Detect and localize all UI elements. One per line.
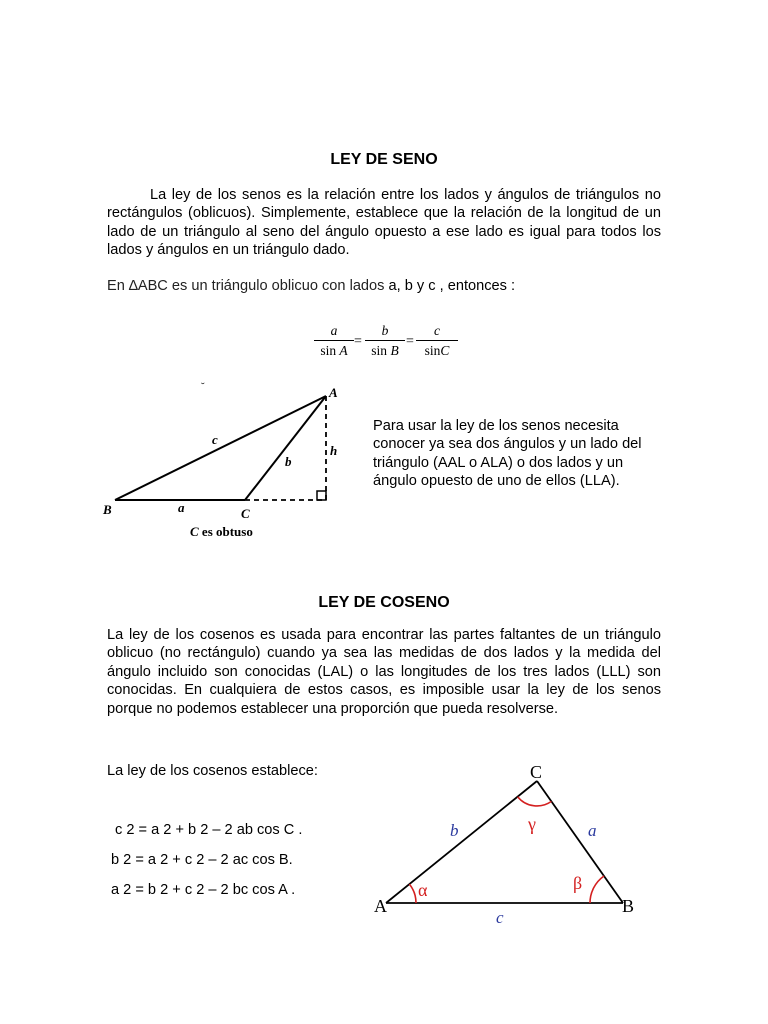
cosine-formula-c: c 2 = a 2 + b 2 – 2 ab cos C . [115,822,303,838]
statement-suffix: , entonces : [435,278,516,294]
equals-sign-2: = [406,334,414,349]
side-c-line [115,396,326,500]
cosine-triangle-figure [370,760,650,935]
cosine-formula-b: b 2 = a 2 + c 2 – 2 ac cos B. [111,852,293,868]
ley-de-coseno-intro: La ley de los cosenos es usada para encontrar las partes faltantes de un triángulo oblicuo (no rectángulo) cuando ya sea las medidas de dos lados y la medida del ángulo incluido son conocidas (LAL) o las longitudes de los tres lados (LLL) son conocidas. En cualquiera de estos casos, es imposible usar la ley de los senos porque no podemos establecer una proporción que pueda resolverse. [107,627,661,717]
stray-mark: ˘ [201,381,205,393]
side-a-label: a [178,500,185,515]
fraction-a [314,323,354,360]
side-b-line [386,781,537,903]
cosine-formula-a: a 2 = b 2 + c 2 – 2 bc cos A . [111,882,296,898]
side-a-label: a [588,821,597,840]
angle-alpha-label: α [418,880,428,900]
fraction-b-numerator: b [381,323,389,338]
cosine-law-establishes: La ley de los cosenos establece: [107,763,318,779]
height-label: h [330,443,338,458]
side-b-line [245,396,326,500]
angle-beta-label: β [573,873,583,893]
vertex-a-label: A [329,385,338,400]
fraction-a-numerator: a [330,323,338,338]
vertex-c-label: C [530,762,543,782]
vertex-b-label: B [103,502,112,517]
vertex-a-label: A [374,896,387,916]
sine-usage-note: Para usar la ley de los senos necesita conocer ya sea dos ángulos y un lado del triángulo (AAL o ALA) o dos lados y un ángulo opuesto de uno de ellos (LLA). [373,418,642,490]
beta-arc [590,876,604,903]
obtuse-triangle-figure [95,375,365,545]
ley-de-coseno-title: LEY DE COSENO [318,594,450,611]
fraction-a-denominator: sin A [320,343,348,358]
alpha-arc [409,884,416,903]
fraction-c-numerator: c [434,323,440,338]
obtuse-caption: C es obtuso [190,524,253,539]
gamma-arc [518,797,552,806]
ley-de-seno-intro: La ley de los senos es la relación entre los lados y ángulos de triángulos no rectángulos (oblicuos). Simplemente, establece que la relación de la longitud de un lado de un triángulo al seno del ángulo opuesto a ese lado es igual para todos los lados y ángulos en un triángulo dado. [107,187,661,259]
side-c-label: c [212,432,218,447]
vertex-b-label: B [622,896,635,916]
ley-de-seno-statement [107,277,707,295]
side-c-label: c [496,908,504,927]
fraction-b-denominator: sin B [371,343,399,358]
fraction-b [365,323,405,360]
vertex-c-label: C [241,506,250,521]
statement-sides: a, b y c [388,278,436,294]
ley-de-seno-title: LEY DE SENO [330,151,438,168]
side-b-label: b [450,821,459,840]
statement-prefix: En ∆ABC es un triángulo oblicuo con lados [107,278,389,294]
fraction-c [416,323,458,360]
angle-gamma-label: γ [528,814,536,834]
fraction-c-denominator: sinC [424,343,450,358]
sine-law-formula [310,323,460,368]
equals-sign-1: = [354,334,362,349]
right-angle-marker [317,491,326,500]
side-b-label: b [285,454,292,469]
